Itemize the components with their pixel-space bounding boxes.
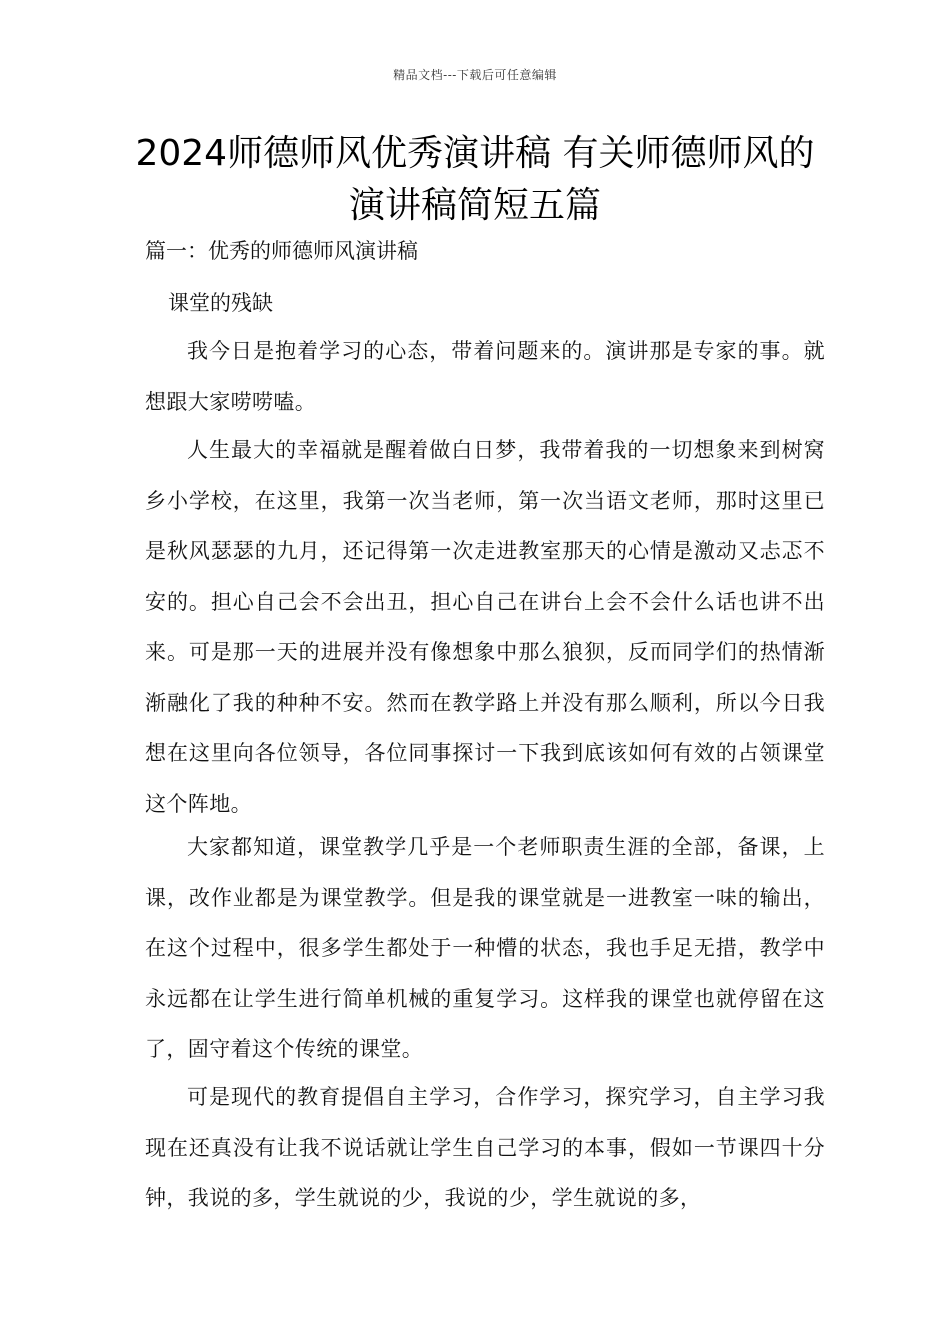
subheading: 课堂的残缺 — [168, 291, 273, 315]
paragraph: 人生最大的幸福就是醒着做白日梦，我带着我的一切想象来到树窝乡小学校，在这里，我第一次当老师，第一次当语文老师，那时这里已是秋风瑟瑟的九月，还记得第一次走进教室那天的心情是激动又忐忑不安的。担心自己会不会出丑，担心自己在讲台上会不会什么话也讲不出来。可是那一天的进展并没有像想象中那么狼狈，反而同学们的热情渐渐融化了我的种种不安。然而在教学路上并没有那么顺利，所以今日我想在这里向各位领导，各位同事探讨一下我到底该如何有效的占领课堂这个阵地。 — [145, 438, 825, 816]
paragraph-block — [145, 1072, 825, 1224]
paragraph: 可是现代的教育提倡自主学习，合作学习，探究学习，自主学习我现在还真没有让我不说话就让学生自己学习的本事，假如一节课四十分钟，我说的多，学生就说的少，我说的少，学生就说的多， — [145, 1085, 825, 1210]
paragraph: 我今日是抱着学习的心态，带着问题来的。演讲那是专家的事。就想跟大家唠唠嗑。 — [145, 339, 825, 414]
paragraph: 大家都知道，课堂教学几乎是一个老师职责生涯的全部，备课，上课，改作业都是为课堂教学。但是我的课堂就是一进教室一味的输出，在这个过程中，很多学生都处于一种懵的状态，我也手足无措，教学中永远都在让学生进行简单机械的重复学习。这样我的课堂也就停留在这了，固守着这个传统的课堂。 — [145, 835, 825, 1061]
section-heading: 篇一：优秀的师德师风演讲稿 — [145, 239, 418, 263]
header-note: 精品文档---下载后可任意编辑 — [393, 68, 557, 82]
paragraph-block — [145, 326, 825, 427]
document-title: 2024师德师风优秀演讲稿 有关师德师风的演讲稿简短五篇 — [135, 133, 815, 226]
paragraph-block — [145, 425, 825, 829]
paragraph-block — [145, 822, 825, 1075]
